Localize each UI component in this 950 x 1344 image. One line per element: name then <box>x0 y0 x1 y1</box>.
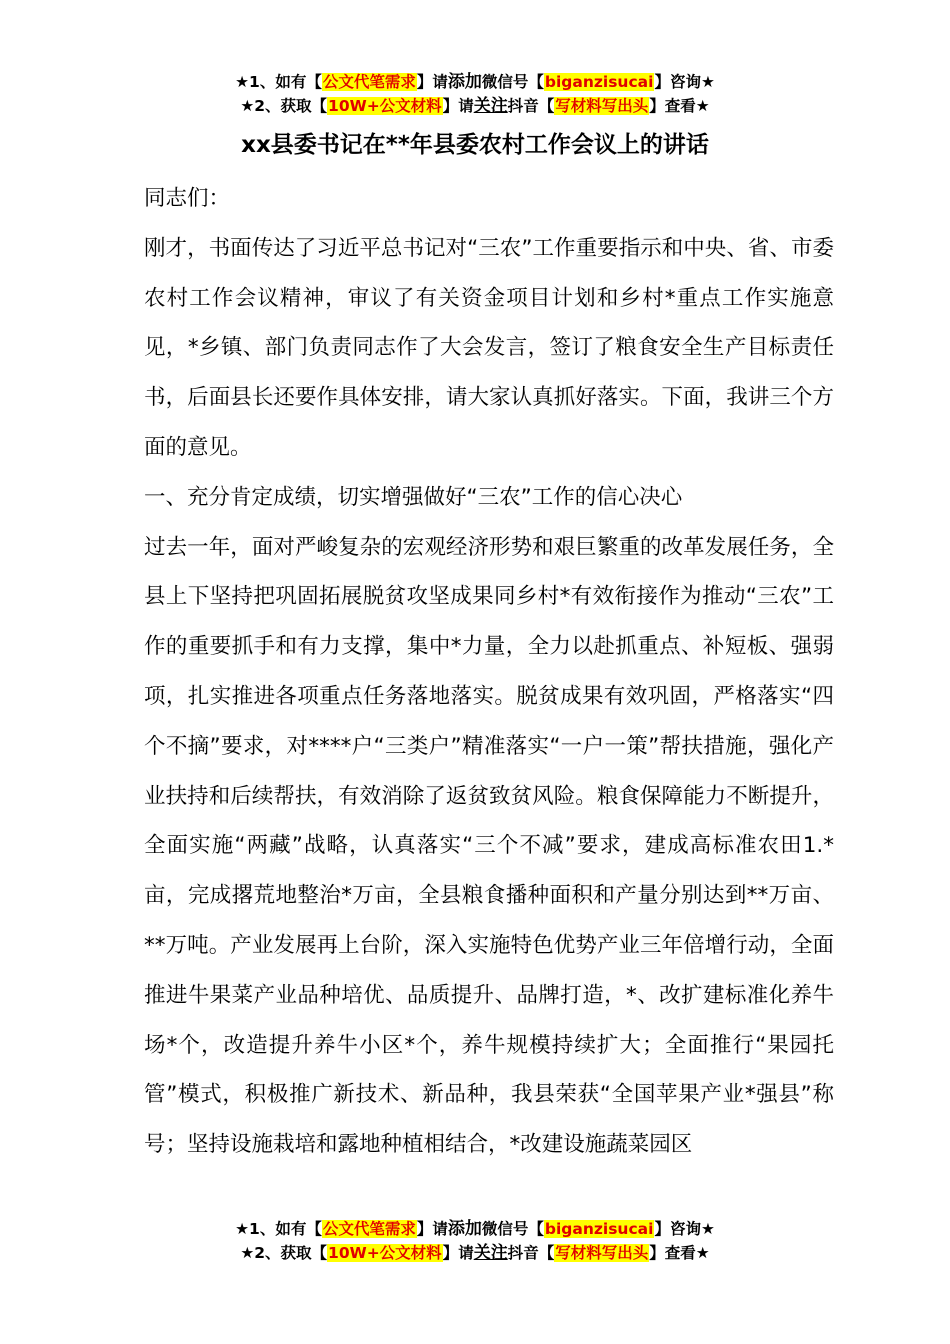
document-title: xx县委书记在**年县委农村工作会议上的讲话 <box>241 132 709 158</box>
promo-prefix: ★2、获取【 <box>240 1244 328 1262</box>
bottom-promo-banner <box>0 1217 950 1265</box>
promo-emphasis: 关注 <box>473 1243 508 1263</box>
promo-suffix: 】咨询★ <box>654 1220 715 1238</box>
promo-line-1 <box>0 70 950 94</box>
promo-text: 】请 <box>416 73 448 91</box>
promo-highlight-wechat: biganzisucai <box>544 1220 654 1238</box>
promo-text: 微信号【 <box>481 1220 544 1238</box>
promo-text: 抖音【 <box>507 1244 555 1262</box>
promo-emphasis: 关注 <box>473 96 508 116</box>
promo-highlight-service: 公文代笔需求 <box>322 1220 416 1238</box>
promo-text: 微信号【 <box>481 73 544 91</box>
promo-text: 抖音【 <box>507 97 555 115</box>
promo-suffix: 】咨询★ <box>654 73 715 91</box>
promo-highlight-materials: 10W+公文材料 <box>328 1244 442 1262</box>
section-heading: 一、充分肯定成绩，切实增强做好“三农”工作的信心决心 <box>144 484 683 510</box>
promo-line-2 <box>0 94 950 118</box>
promo-prefix: ★1、如有【 <box>235 73 322 91</box>
document-body <box>144 174 834 1170</box>
promo-emphasis: 添加 <box>447 1219 482 1239</box>
promo-line-2 <box>0 1241 950 1265</box>
promo-highlight-douyin: 写材料写出头 <box>555 1244 649 1262</box>
promo-prefix: ★1、如有【 <box>235 1220 322 1238</box>
promo-highlight-douyin: 写材料写出头 <box>555 97 649 115</box>
promo-text: 】请 <box>442 1244 474 1262</box>
salutation: 同志们： <box>144 186 231 211</box>
promo-line-1 <box>0 1217 950 1241</box>
promo-highlight-materials: 10W+公文材料 <box>328 97 442 115</box>
body-paragraph: 过去一年，面对严峻复杂的宏观经济形势和艰巨繁重的改革发展任务，全县上下坚持把巩固拓展脱贫攻坚成果同乡村*有效衔接作为推动“三农”工作的重要抓手和有力支撑，集中*力量，全力以赴抓重点、补短板、强弱项，扎实推进各项重点任务落地落实。脱贫成果有效巩固，严格落实“四个不摘”要求，对****户“三类户”精准落实“一户一策”帮扶措施，强化产业扶持和后续帮扶，有效消除了返贫致贫风险。粮食保障能力不断提升，全面实施“两藏”战略，认真落实“三个不减”要求，建成高标准农田1.*亩，完成撂荒地整治*万亩，全县粮食播种面积和产量分别达到**万亩、**万吨。产业发展再上台阶，深入实施特色优势产业三年倍增行动，全面推进牛果菜产业品种培优、品质提升、品牌打造，*、改扩建标准化养牛场*个，改造提升养牛小区*个，养牛规模持续扩大；全面推行“果园托管”模式，积极推广新技术、新品种，我县荣获“全国苹果产业*强县”称号；坚持设施栽培和露地种植相结合，*改建设施蔬菜园区 <box>144 534 834 1158</box>
promo-highlight-wechat: biganzisucai <box>544 73 654 91</box>
promo-suffix: 】查看★ <box>649 1244 710 1262</box>
promo-prefix: ★2、获取【 <box>240 97 328 115</box>
promo-text: 】请 <box>442 97 474 115</box>
promo-text: 】请 <box>416 1220 448 1238</box>
promo-suffix: 】查看★ <box>649 97 710 115</box>
promo-highlight-service: 公文代笔需求 <box>322 73 416 91</box>
promo-emphasis: 添加 <box>447 72 482 92</box>
body-paragraph: 刚才，书面传达了习近平总书记对“三农”工作重要指示和中央、省、市委农村工作会议精神，审议了有关资金项目计划和乡村*重点工作实施意见，*乡镇、部门负责同志作了大会发言，签订了粮食安全生产目标责任书，后面县长还要作具体安排，请大家认真抓好落实。下面，我讲三个方面的意见。 <box>144 235 834 460</box>
top-promo-banner <box>0 70 950 118</box>
